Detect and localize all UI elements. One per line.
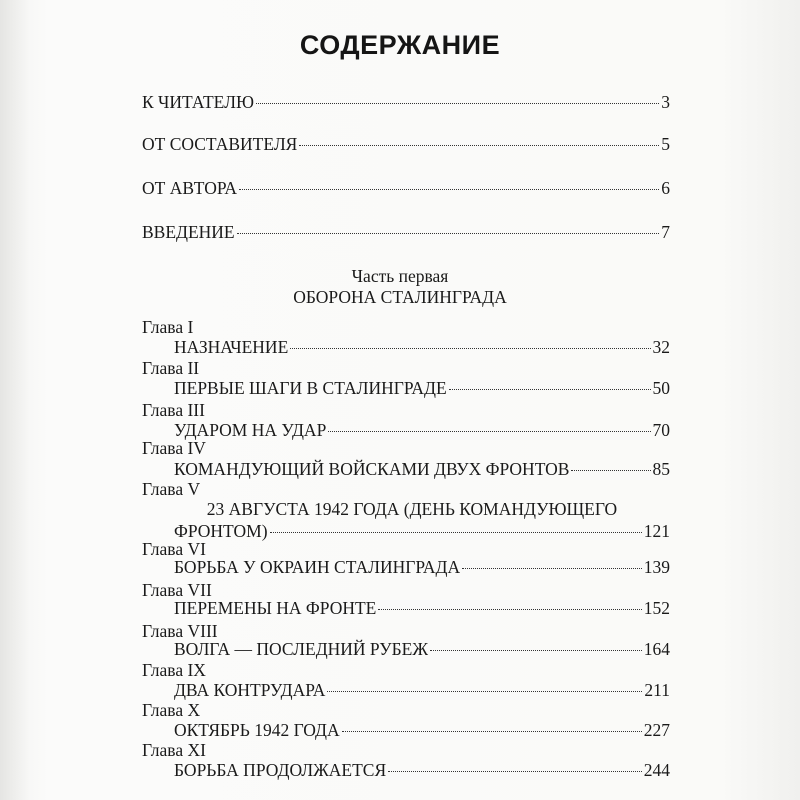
- chapter-page: 139: [643, 557, 670, 577]
- chapter-entry: [174, 760, 670, 780]
- chapter-page: 211: [644, 680, 670, 700]
- chapter-head: Глава VI: [142, 539, 206, 559]
- dot-leader: [571, 470, 650, 471]
- chapter-head: Глава II: [142, 358, 200, 378]
- dot-leader: [327, 691, 642, 692]
- chapter-title: КОМАНДУЮЩИЙ ВОЙСКАМИ ДВУХ ФРОНТОВ: [174, 459, 570, 479]
- toc-entry-author: [142, 178, 670, 198]
- chapter-entry: [174, 420, 670, 440]
- chapter-page: 70: [652, 420, 670, 440]
- page-gutter-shadow: [0, 0, 30, 800]
- chapter-page: 85: [652, 459, 670, 479]
- chapter-head: Глава IV: [142, 438, 206, 458]
- chapter-title-line2: ФРОНТОМ): [174, 521, 268, 541]
- dot-leader: [270, 532, 642, 533]
- chapter-page: 152: [643, 598, 670, 618]
- chapter-page: 32: [652, 337, 670, 357]
- chapter-head: Глава I: [142, 317, 194, 337]
- chapter-entry: [174, 639, 670, 659]
- toc-entry-compiler: [142, 134, 670, 154]
- dot-leader: [462, 568, 642, 569]
- part-number: Часть первая: [351, 266, 449, 286]
- dot-leader: [342, 731, 642, 732]
- chapter-entry: [174, 557, 670, 577]
- dot-leader: [378, 609, 641, 610]
- chapter-head: Глава V: [142, 479, 201, 499]
- chapter-head: Глава VII: [142, 580, 212, 600]
- toc-entry-label: ОТ СОСТАВИТЕЛЯ: [142, 134, 298, 154]
- toc-entry-label: К ЧИТАТЕЛЮ: [142, 92, 254, 112]
- chapter-head: Глава XI: [142, 740, 206, 760]
- chapter-head: Глава VIII: [142, 621, 218, 641]
- dot-leader: [299, 145, 659, 146]
- dot-leader: [239, 189, 659, 190]
- chapter-title: УДАРОМ НА УДАР: [174, 420, 327, 440]
- chapter-entry: [174, 337, 670, 357]
- part-name: ОБОРОНА СТАЛИНГРАДА: [293, 287, 507, 307]
- chapter-page: 244: [643, 760, 670, 780]
- toc-entry-introduction: [142, 222, 670, 242]
- chapter-title: БОРЬБА ПРОДОЛЖАЕТСЯ: [174, 760, 387, 780]
- toc-entry-label: ОТ АВТОРА: [142, 178, 238, 198]
- chapter-entry: [174, 720, 670, 740]
- chapter-title-line2-row: [174, 520, 670, 542]
- toc-entry-page: 3: [661, 92, 670, 112]
- chapter-title: ПЕРЕМЕНЫ НА ФРОНТЕ: [174, 598, 377, 618]
- toc-entry-page: 7: [661, 222, 670, 242]
- chapter-page: 121: [643, 521, 670, 541]
- toc-entry-reader: [142, 92, 670, 112]
- chapter-title: ВОЛГА — ПОСЛЕДНИЙ РУБЕЖ: [174, 639, 429, 659]
- chapter-title: ПЕРВЫЕ ШАГИ В СТАЛИНГРАДЕ: [174, 378, 447, 398]
- toc-entry-label: ВВЕДЕНИЕ: [142, 222, 235, 242]
- chapter-page: 164: [643, 639, 670, 659]
- chapter-entry: [174, 598, 670, 618]
- chapter-title: НАЗНАЧЕНИЕ: [174, 337, 289, 357]
- chapter-head: Глава III: [142, 400, 205, 420]
- chapter-title-line1: 23 АВГУСТА 1942 ГОДА (ДЕНЬ КОМАНДУЮЩЕГО: [206, 499, 618, 519]
- dot-leader: [328, 431, 650, 432]
- dot-leader: [449, 389, 651, 390]
- chapter-title: ДВА КОНТРУДАРА: [174, 680, 326, 700]
- chapter-page: 50: [652, 378, 670, 398]
- dot-leader: [388, 771, 642, 772]
- dot-leader: [430, 650, 642, 651]
- chapter-page: 227: [643, 720, 670, 740]
- chapter-entry: [174, 680, 670, 700]
- chapter-entry: [174, 378, 670, 398]
- toc-entry-page: 5: [661, 134, 670, 154]
- toc-entry-page: 6: [661, 178, 670, 198]
- page-title: СОДЕРЖАНИЕ: [299, 30, 501, 60]
- chapter-head: Глава IX: [142, 660, 206, 680]
- chapter-head: Глава X: [142, 700, 201, 720]
- dot-leader: [256, 103, 659, 104]
- dot-leader: [290, 348, 650, 349]
- chapter-entry-multiline: [174, 498, 670, 542]
- chapter-title: БОРЬБА У ОКРАИН СТАЛИНГРАДА: [174, 557, 461, 577]
- dot-leader: [237, 233, 660, 234]
- chapter-title: ОКТЯБРЬ 1942 ГОДА: [174, 720, 340, 740]
- chapter-entry: [174, 459, 670, 479]
